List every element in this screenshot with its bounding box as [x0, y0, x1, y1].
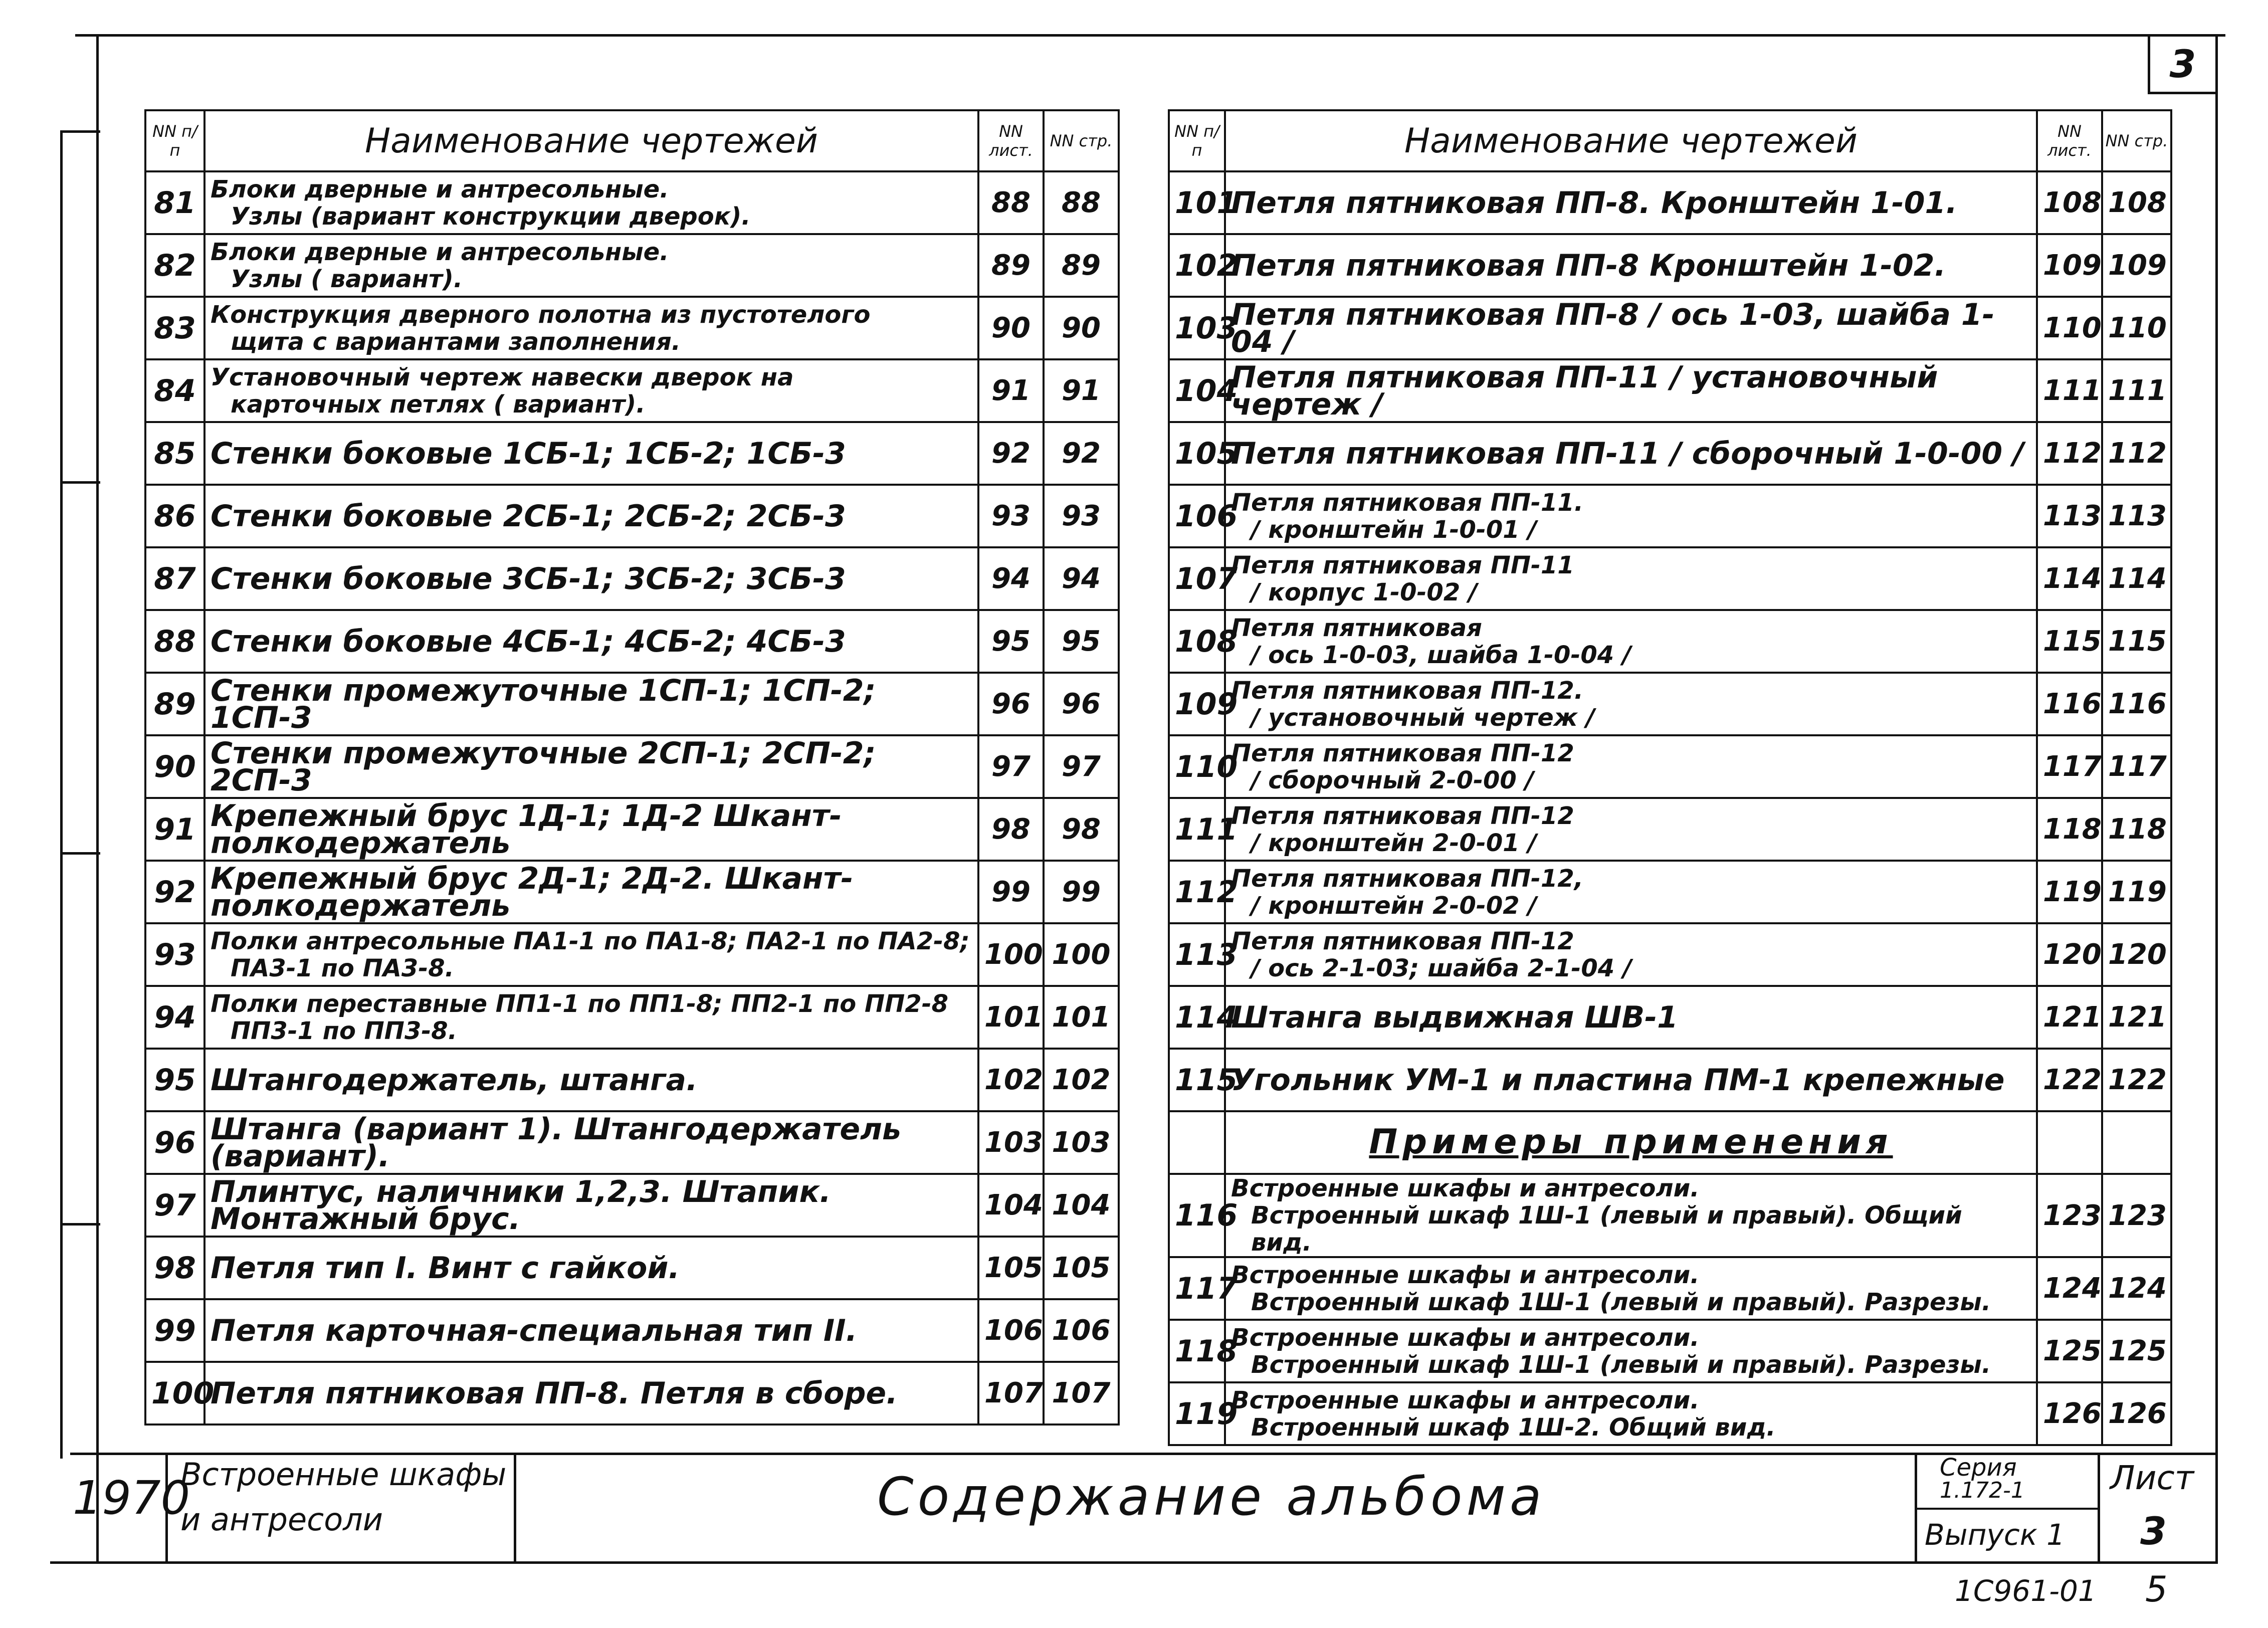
table-row	[1169, 359, 2171, 422]
row-number: 102	[1169, 234, 1225, 297]
drawing-title	[1225, 735, 2037, 798]
drawing-title-line-2: / кронштейн 2-0-01 /	[1251, 829, 1537, 857]
table-row	[145, 359, 1119, 422]
row-number: 82	[145, 234, 204, 297]
drawing-title	[1225, 359, 2037, 422]
drawing-title-line-2: Встроенный шкаф 1Ш-1 (левый и правый). Разрезы.	[1251, 1288, 1991, 1316]
title-block-divider-2	[514, 1453, 516, 1563]
sheet-number: 122	[2037, 1049, 2102, 1111]
sheet-number: 89	[978, 234, 1044, 297]
table-row	[145, 1174, 1119, 1237]
row-number: 94	[145, 986, 204, 1049]
drawing-title	[204, 923, 978, 986]
page-number-cell: 119	[2102, 861, 2171, 923]
table-row	[145, 861, 1119, 923]
drawing-title-line-2: / сборочный 2-0-00 /	[1251, 766, 1534, 794]
row-number: 98	[145, 1237, 204, 1299]
row-number: 103	[1169, 297, 1225, 359]
drawing-title	[1225, 171, 2037, 234]
sheet-number: 119	[2037, 861, 2102, 923]
drawing-title-line-1: Стенки промежуточные 1СП-1; 1СП-2; 1СП-3	[211, 673, 876, 735]
title-block-divider-4	[2098, 1453, 2100, 1563]
page-number-cell: 95	[1044, 610, 1119, 673]
drawing-title	[1225, 798, 2037, 861]
sheet-number: 106	[978, 1299, 1044, 1362]
page-number-cell: 113	[2102, 485, 2171, 547]
drawing-title	[1225, 986, 2037, 1049]
table-row	[1169, 1320, 2171, 1382]
sheet-number: 100	[978, 923, 1044, 986]
page-number-cell: 91	[1044, 359, 1119, 422]
page-number-cell: 108	[2102, 171, 2171, 234]
drawing-title-line-1: Крепежный брус 1Д-1; 1Д-2 Шкант-полкодержатель	[211, 798, 842, 861]
drawing-title-line-1: Петля пятниковая ПП-11	[1231, 551, 1574, 579]
row-number: 89	[145, 673, 204, 735]
drawing-title-line-1: Штанга выдвижная ШВ-1	[1231, 999, 1678, 1035]
sheet-number: 99	[978, 861, 1044, 923]
drawing-title-line-2: Встроенный шкаф 1Ш-2. Общий вид.	[1251, 1413, 1776, 1442]
row-number: 117	[1169, 1257, 1225, 1320]
drawing-title	[204, 171, 978, 234]
table-row	[145, 986, 1119, 1049]
table-row	[1169, 485, 2171, 547]
left-margin-tick-4	[60, 1223, 100, 1226]
drawing-title	[1225, 1257, 2037, 1320]
table-row	[1169, 673, 2171, 735]
page-number-cell: 110	[2102, 297, 2171, 359]
drawing-title	[204, 1174, 978, 1237]
drawing-title-line-1: Стенки промежуточные 2СП-1; 2СП-2; 2СП-3	[211, 735, 876, 798]
sheet-number: 116	[2037, 673, 2102, 735]
sheet-number: 105	[978, 1237, 1044, 1299]
col-header-sheet: NN лист.	[978, 110, 1044, 171]
table-row	[1169, 1382, 2171, 1445]
page-number-cell	[2102, 1111, 2171, 1174]
sheet-value: 3	[2140, 1509, 2167, 1553]
row-number: 111	[1169, 798, 1225, 861]
drawing-title-line-2: / установочный чертеж /	[1251, 703, 1595, 732]
drawing-title-line-1: Петля тип I. Винт с гайкой.	[211, 1250, 680, 1286]
sheet-number: 112	[2037, 422, 2102, 485]
sheet-number: 124	[2037, 1257, 2102, 1320]
drawing-title	[1225, 234, 2037, 297]
page-number-cell: 96	[1044, 673, 1119, 735]
drawing-title-line-1: Петля пятниковая ПП-11 / сборочный 1-0-00 /	[1231, 436, 2024, 471]
left-border-line	[96, 34, 99, 1563]
drawing-title-line-1: Встроенные шкафы и антресоли.	[1231, 1261, 1700, 1289]
subject-line-2: и антресоли	[180, 1501, 383, 1538]
title-block-divider-5	[1915, 1508, 2098, 1510]
table-row	[145, 1111, 1119, 1174]
drawing-title	[1225, 923, 2037, 986]
drawing-title	[204, 1111, 978, 1174]
table-row	[145, 547, 1119, 610]
page-number-cell: 97	[1044, 735, 1119, 798]
sheet-number: 111	[2037, 359, 2102, 422]
drawing-title	[1225, 297, 2037, 359]
sheet-number: 115	[2037, 610, 2102, 673]
page-number-cell: 98	[1044, 798, 1119, 861]
drawing-title-line-2: Узлы (вариант конструкции дверок).	[231, 202, 751, 231]
section-heading	[1225, 1111, 2037, 1174]
drawing-title-line-1: Крепежный брус 2Д-1; 2Д-2. Шкант-полкодержатель	[211, 861, 854, 923]
table-row	[1169, 798, 2171, 861]
row-number: 105	[1169, 422, 1225, 485]
archive-page: 5	[2145, 1569, 2168, 1610]
row-number: 107	[1169, 547, 1225, 610]
drawing-title-line-2: / ось 2-1-03; шайба 2-1-04 /	[1251, 954, 1632, 982]
drawing-title-line-1: Петля пятниковая ПП-12,	[1231, 864, 1583, 893]
table-row	[145, 297, 1119, 359]
issue: Выпуск 1	[1925, 1518, 2066, 1552]
drawing-title-line-1: Петля пятниковая ПП-8 / ось 1-03, шайба 1-04 /	[1231, 297, 1995, 359]
table-row	[1169, 610, 2171, 673]
row-number: 81	[145, 171, 204, 234]
page-number: 3	[2148, 34, 2218, 94]
table-row	[1169, 422, 2171, 485]
row-number: 92	[145, 861, 204, 923]
drawing-title-line-1: Петля пятниковая	[1231, 614, 1482, 642]
page-number-cell: 89	[1044, 234, 1119, 297]
page-number-cell: 114	[2102, 547, 2171, 610]
page-number-cell: 94	[1044, 547, 1119, 610]
drawing-title-line-1: Петля пятниковая ПП-8. Петля в сборе.	[211, 1375, 898, 1411]
drawing-title-line-2: / ось 1-0-03, шайба 1-0-04 /	[1251, 641, 1631, 669]
drawing-title-line-1: Конструкция дверного полотна из пустотелого	[211, 300, 871, 329]
drawing-title-line-2: Встроенный шкаф 1Ш-1 (левый и правый). Общий вид.	[1251, 1201, 1962, 1257]
page-number-cell: 109	[2102, 234, 2171, 297]
drawing-title-line-1: Стенки боковые 3СБ-1; 3СБ-2; 3СБ-3	[211, 561, 846, 596]
table-row	[145, 1362, 1119, 1424]
sheet-number: 102	[978, 1049, 1044, 1111]
drawing-title	[204, 1362, 978, 1424]
row-number: 108	[1169, 610, 1225, 673]
drawing-title-line-1: Плинтус, наличники 1,2,3. Штапик. Монтажный брус.	[211, 1174, 831, 1237]
row-number: 99	[145, 1299, 204, 1362]
page-number-cell: 106	[1044, 1299, 1119, 1362]
sheet-number: 109	[2037, 234, 2102, 297]
drawing-title-line-1: Петля пятниковая ПП-8. Кронштейн 1-01.	[1231, 185, 1958, 221]
row-number: 109	[1169, 673, 1225, 735]
drawing-title-line-1: Установочный чертеж навески дверок на	[211, 363, 794, 391]
drawing-title	[204, 610, 978, 673]
row-number: 104	[1169, 359, 1225, 422]
drawing-title	[204, 297, 978, 359]
col-header-no: NN п/п	[145, 110, 204, 171]
row-number: 113	[1169, 923, 1225, 986]
page-number-cell: 122	[2102, 1049, 2171, 1111]
table-row	[1169, 234, 2171, 297]
col-header-name: Наименование чертежей	[204, 110, 978, 171]
row-number: 119	[1169, 1382, 1225, 1445]
table-row	[145, 1049, 1119, 1111]
drawing-title	[1225, 673, 2037, 735]
sheet-number: 118	[2037, 798, 2102, 861]
drawing-title-line-1: Петля пятниковая ПП-12	[1231, 739, 1574, 767]
sheet-label: Лист	[2110, 1459, 2194, 1497]
table-row	[1169, 735, 2171, 798]
row-number: 100	[145, 1362, 204, 1424]
drawing-title-line-2: / корпус 1-0-02 /	[1251, 578, 1478, 606]
table-row	[145, 798, 1119, 861]
series-value: 1.172-1	[1940, 1478, 2025, 1503]
left-margin-vline	[60, 130, 63, 1459]
drawing-title	[1225, 1382, 2037, 1445]
page-number-cell: 123	[2102, 1174, 2171, 1257]
drawing-title-line-1: Полки антресольные ПА1-1 по ПА1-8; ПА2-1 по ПА2-8;	[211, 927, 970, 955]
drawing-title-line-2: Встроенный шкаф 1Ш-1 (левый и правый). Разрезы.	[1251, 1350, 1991, 1379]
table-row	[145, 422, 1119, 485]
row-number: 86	[145, 485, 204, 547]
drawing-title-line-1: Стенки боковые 4СБ-1; 4СБ-2; 4СБ-3	[211, 624, 846, 659]
sheet-number: 93	[978, 485, 1044, 547]
drawing-title-line-2: ПА3-1 по ПА3-8.	[231, 954, 454, 982]
row-number: 90	[145, 735, 204, 798]
title-block-top-line	[70, 1453, 2218, 1455]
sheet-number: 114	[2037, 547, 2102, 610]
drawing-title	[204, 422, 978, 485]
sheet-number: 126	[2037, 1382, 2102, 1445]
page-number-cell: 101	[1044, 986, 1119, 1049]
page-number-cell: 115	[2102, 610, 2171, 673]
drawing-title	[204, 1049, 978, 1111]
drawing-title-line-1: Петля пятниковая ПП-11.	[1231, 488, 1583, 517]
page-number-cell: 124	[2102, 1257, 2171, 1320]
table-row	[145, 610, 1119, 673]
page-number-cell: 93	[1044, 485, 1119, 547]
sheet-number: 95	[978, 610, 1044, 673]
sheet-number: 88	[978, 171, 1044, 234]
drawing-title-line-1: Штанга (вариант 1). Штангодержатель (вариант).	[211, 1111, 901, 1174]
table-row	[145, 485, 1119, 547]
title-block-bottom-line	[50, 1561, 2218, 1564]
sheet-number: 101	[978, 986, 1044, 1049]
table-row	[1169, 1049, 2171, 1111]
sheet-number: 90	[978, 297, 1044, 359]
drawing-title-line-1: Петля карточная-специальная тип II.	[211, 1313, 858, 1348]
drawing-title	[204, 861, 978, 923]
sheet-number: 125	[2037, 1320, 2102, 1382]
page-number-cell: 120	[2102, 923, 2171, 986]
table-row	[1169, 1174, 2171, 1257]
page-number-cell: 107	[1044, 1362, 1119, 1424]
row-number: 101	[1169, 171, 1225, 234]
drawing-title-line-1: Стенки боковые 2СБ-1; 2СБ-2; 2СБ-3	[211, 498, 846, 534]
row-number: 84	[145, 359, 204, 422]
drawing-title	[1225, 1049, 2037, 1111]
drawing-title	[1225, 861, 2037, 923]
drawing-title-line-1: Петля пятниковая ПП-12	[1231, 801, 1574, 830]
page-number-cell: 125	[2102, 1320, 2171, 1382]
drawing-title-line-1: Петля пятниковая ПП-8 Кронштейн 1-02.	[1231, 248, 1946, 283]
subject-line-1: Встроенные шкафы	[180, 1456, 507, 1493]
drawing-title-line-1: Встроенные шкафы и антресоли.	[1231, 1174, 1700, 1202]
col-header-page: NN стр.	[1044, 110, 1119, 171]
drawing-title-line-1: Встроенные шкафы и антресоли.	[1231, 1386, 1700, 1414]
row-number: 85	[145, 422, 204, 485]
drawing-title-line-1: Стенки боковые 1СБ-1; 1СБ-2; 1СБ-3	[211, 436, 846, 471]
row-number: 106	[1169, 485, 1225, 547]
top-border-line	[75, 34, 2225, 37]
sheet-number: 108	[2037, 171, 2102, 234]
row-number: 95	[145, 1049, 204, 1111]
row-number: 96	[145, 1111, 204, 1174]
page-number-cell: 90	[1044, 297, 1119, 359]
contents-table-right	[1168, 109, 2172, 1446]
drawing-title	[204, 547, 978, 610]
row-number: 112	[1169, 861, 1225, 923]
row-number: 114	[1169, 986, 1225, 1049]
series-label: Серия	[1940, 1454, 2017, 1482]
page-number-cell: 92	[1044, 422, 1119, 485]
sheet-number: 110	[2037, 297, 2102, 359]
drawing-title	[204, 359, 978, 422]
table-row	[1169, 547, 2171, 610]
col-header-no: NN п/п	[1169, 110, 1225, 171]
drawing-title-line-2: щита с вариантами заполнения.	[231, 327, 681, 356]
sheet-number: 107	[978, 1362, 1044, 1424]
table-row	[1169, 1111, 2171, 1174]
sheet-number: 98	[978, 798, 1044, 861]
table-row	[145, 1237, 1119, 1299]
table-row	[1169, 986, 2171, 1049]
row-number: 93	[145, 923, 204, 986]
col-header-name: Наименование чертежей	[1225, 110, 2037, 171]
page-number-cell: 126	[2102, 1382, 2171, 1445]
page-number-cell: 111	[2102, 359, 2171, 422]
left-margin-tick-3	[60, 852, 100, 855]
sheet-number: 91	[978, 359, 1044, 422]
drawing-title-line-1: Штангодержатель, штанга.	[211, 1062, 698, 1098]
drawing-title-line-1: Петля пятниковая ПП-12.	[1231, 676, 1583, 705]
table-header-right	[1169, 110, 2171, 171]
drawing-title	[204, 234, 978, 297]
page-number-cell: 105	[1044, 1237, 1119, 1299]
row-number: 97	[145, 1174, 204, 1237]
row-number: 88	[145, 610, 204, 673]
drawing-title-line-1: Петля пятниковая ПП-11 / установочный чертеж /	[1231, 359, 1938, 422]
page-number-cell: 99	[1044, 861, 1119, 923]
document-title: Содержание альбома	[877, 1466, 1546, 1527]
row-number: 115	[1169, 1049, 1225, 1111]
table-row	[1169, 171, 2171, 234]
sheet-number	[2037, 1111, 2102, 1174]
left-margin-tick-1	[60, 130, 100, 133]
table-row	[145, 171, 1119, 234]
drawing-title-line-1: Примеры применения	[1369, 1122, 1893, 1162]
row-number: 83	[145, 297, 204, 359]
page-number-cell: 118	[2102, 798, 2171, 861]
table-row	[1169, 861, 2171, 923]
table-header-left	[145, 110, 1119, 171]
sheet-number: 120	[2037, 923, 2102, 986]
page-number-cell: 112	[2102, 422, 2171, 485]
drawing-title-line-1: Полки переставные ПП1-1 по ПП1-8; ПП2-1 по ПП2-8	[211, 989, 949, 1018]
sheet-number: 104	[978, 1174, 1044, 1237]
drawing-title-line-1: Угольник УМ-1 и пластина ПМ-1 крепежные	[1231, 1062, 2005, 1098]
sheet-number: 117	[2037, 735, 2102, 798]
table-row	[1169, 923, 2171, 986]
drawing-title	[1225, 485, 2037, 547]
contents-table-left	[144, 109, 1120, 1426]
page-number-cell: 100	[1044, 923, 1119, 986]
drawing-title-line-1: Блоки дверные и антресольные.	[211, 238, 669, 266]
sheet-number: 113	[2037, 485, 2102, 547]
row-number: 116	[1169, 1174, 1225, 1257]
drawing-title	[204, 986, 978, 1049]
sheet-number: 121	[2037, 986, 2102, 1049]
drawing-title-line-1: Встроенные шкафы и антресоли.	[1231, 1323, 1700, 1352]
drawing-title	[1225, 1174, 2037, 1257]
table-row	[145, 923, 1119, 986]
page-number-cell: 103	[1044, 1111, 1119, 1174]
drawing-title	[204, 673, 978, 735]
table-row	[145, 735, 1119, 798]
page-number-cell: 88	[1044, 171, 1119, 234]
drawing-title	[204, 1299, 978, 1362]
drawing-title	[204, 1237, 978, 1299]
drawing-title	[1225, 547, 2037, 610]
col-header-sheet: NN лист.	[2037, 110, 2102, 171]
page-number-cell: 117	[2102, 735, 2171, 798]
drawing-title	[1225, 422, 2037, 485]
drawing-title-line-1: Блоки дверные и антресольные.	[211, 175, 669, 204]
drawing-title-line-2: ПП3-1 по ПП3-8.	[231, 1016, 457, 1045]
page-number-cell: 104	[1044, 1174, 1119, 1237]
drawing-title-line-2: Узлы ( вариант).	[231, 265, 463, 293]
drawing-title-line-1: Петля пятниковая ПП-12	[1231, 927, 1574, 955]
right-border-line	[2215, 34, 2218, 1563]
row-number: 118	[1169, 1320, 1225, 1382]
drawing-title-line-2: карточных петлях ( вариант).	[231, 390, 646, 419]
table-row	[145, 673, 1119, 735]
table-row	[1169, 1257, 2171, 1320]
drawing-title	[1225, 610, 2037, 673]
drawing-title	[204, 485, 978, 547]
left-margin-tick-2	[60, 481, 100, 484]
col-header-page: NN стр.	[2102, 110, 2171, 171]
sheet-number: 96	[978, 673, 1044, 735]
drawing-title	[204, 798, 978, 861]
page-number-cell: 116	[2102, 673, 2171, 735]
row-number: 91	[145, 798, 204, 861]
table-row	[145, 234, 1119, 297]
page-number-cell: 102	[1044, 1049, 1119, 1111]
year: 1970	[73, 1471, 190, 1525]
drawing-title-line-2: / кронштейн 1-0-01 /	[1251, 515, 1537, 544]
row-number: 110	[1169, 735, 1225, 798]
table-row	[145, 1299, 1119, 1362]
drawing-title	[1225, 1320, 2037, 1382]
archive-code: 1С961-01	[1955, 1574, 2097, 1608]
sheet-number: 103	[978, 1111, 1044, 1174]
drawing-title	[204, 735, 978, 798]
row-number: 87	[145, 547, 204, 610]
row-number	[1169, 1111, 1225, 1174]
table-row	[1169, 297, 2171, 359]
drawing-title-line-2: / кронштейн 2-0-02 /	[1251, 891, 1537, 920]
sheet-number: 123	[2037, 1174, 2102, 1257]
sheet-number: 92	[978, 422, 1044, 485]
page-number-cell: 121	[2102, 986, 2171, 1049]
sheet-number: 94	[978, 547, 1044, 610]
sheet-number: 97	[978, 735, 1044, 798]
